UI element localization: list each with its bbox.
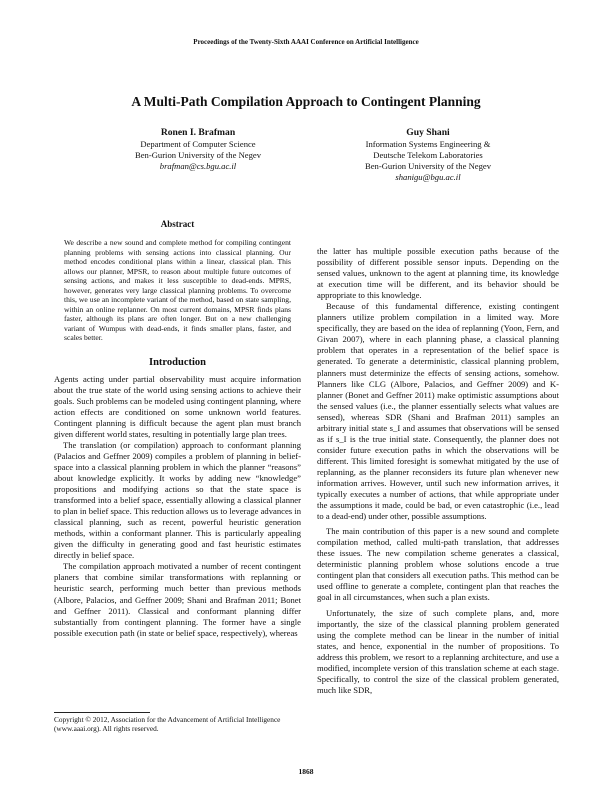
author-block-1 bbox=[86, 127, 310, 172]
section-heading-introduction: Introduction bbox=[149, 356, 206, 368]
paragraph: the latter has multiple possible execution paths because of the possibility of different possible sensor inputs. Depending on the sensed values, unknown to the agent at planning time, its knowledge at execution time will be different, and its behavior should be appropriate to this knowledge. bbox=[317, 246, 559, 301]
author-email: shanigu@bgu.ac.il bbox=[395, 172, 461, 182]
author-affiliation: Department of Computer Science bbox=[140, 139, 256, 149]
proceedings-header: Proceedings of the Twenty-Sixth AAAI Conference on Artificial Intelligence bbox=[193, 38, 419, 46]
abstract-text: We describe a new sound and complete method for compiling contingent planning problems with sensing actions into classical planning. Our method encodes conditional plans within a linear, classical plan. This allows our planner, MPSR, to reason about multiple future outcomes of sensing actions, and makes it less susceptible to dead-ends. MPRS, however, generates very large classical planning problems. To overcome this, we use an incomplete variant of the method, based on state sampling, within an online replanner. On most current domains, MPSR finds plans faster, although its plans are often longer. But on a new challenging variant of Wumpus with dead-ends, it finds smaller plans, faster, and scales better. bbox=[64, 238, 291, 343]
paragraph: The compilation approach motivated a number of recent contingent planers that combine similar transformations with replanning or heuristic search, performing much better than previous methods (Albore, Palacios, and Geffner 2009; Shani and Brafman 2011; Bonet and Geffner 2011). Classical and conformant planning differ substantially from contingent planning. The former have a single possible execution path (in state or belief space, respectively), whereas bbox=[54, 561, 301, 638]
paragraph: Unfortunately, the size of such complete plans, and, more importantly, the size of the classical planning problem generated using the complete method can be linear in the number of initial states, and hence, exponential in the number of propositions. To address this problem, we resort to a replanning architecture, and use a modified, incomplete version of this translation scheme at each stage. Specifically, to control the size of the classical problem generated, much like SDR, bbox=[317, 607, 559, 695]
author-affiliation: Ben-Gurion University of the Negev bbox=[364, 161, 491, 171]
paragraph: The translation (or compilation) approach to conformant planning (Palacios and Geffner 2009) compiles a problem of planning in belief-space into a classical planning problem in which the planner “reasons” about knowledge explicitly. It works by adding new “knowledge” propositions and modifying actions so that the state space is transformed into a belief space, essentially allowing a classical planner to plan in belief space. This reduction allows us to leverage advances in classical planning, such as recent, powerful heuristic generation methods, within a conformant planner. This is particularly appealing given the difficulty in generating good and fast heuristic estimates directly in belief space. bbox=[54, 439, 301, 561]
paragraph: Because of this fundamental difference, existing contingent planners utilize problem compilation in a limited way. More specifically, they are based on the idea of replanning (Yoon, Fern, and Givan 2007), where in each planning phase, a classical planning problem that operates in a representation of the belief space is generated. To generate a deterministic, classical planning problem, planners must determinize the effects of sensing actions, somehow. Planners like CLG (Albore, Palacios, and Geffner 2009) and K-planner (Bonet and Geffner 2011) make optimistic assumptions about the sensed values (i.e., the planner essentially selects what values are sensed), whereas SDR (Shani and Brafman 2011) samples an arbitrary initial state s_I and assumes that observations will be sensed as if s_I is the true initial state. Consequently, the planner does not consider future execution paths in which the observations will be different. This limited foresight is somewhat mitigated by the use of replanning, as the planner reconsiders its future plan whenever new information arrives. However, until such new information arrives, it typically executes a number of actions, that while appropriate under the assumptions it made, could be bad, or even catastrophic (i.e., lead to a dead-end) under other, possible assumptions. bbox=[317, 301, 559, 522]
paragraph: Agents acting under partial observability must acquire information about the true state of the world using sensing actions to achieve their goals. Such problems can be modeled using contingent planning, where action effects are conditioned on some unknown world features. Contingent planning is difficult because the agent plan must branch given different world states, resulting in potentially large plan trees. bbox=[54, 373, 301, 439]
author-block-2 bbox=[312, 127, 544, 183]
left-column bbox=[54, 219, 301, 639]
right-column bbox=[317, 246, 559, 696]
paragraph: The main contribution of this paper is a new sound and complete compilation method, called multi-path translation, that addresses these issues. The new compilation scheme generates a classical, deterministic planning problem whose solutions encode a true contingent plan that considers all execution paths. This method can be used offline to generate a complete, contingent plan that reaches the goal in all circumstances, when such a plan exists. bbox=[317, 526, 559, 603]
copyright-footnote: Copyright © 2012, Association for the Advancement of Artificial Intelligence (www.aaai.org). All rights reserved. bbox=[54, 715, 281, 734]
author-affiliation: Deutsche Telekom Laboratories bbox=[373, 150, 483, 160]
author-email: brafman@cs.bgu.ac.il bbox=[159, 161, 237, 171]
page-number: 1868 bbox=[298, 767, 314, 776]
author-name: Guy Shani bbox=[406, 127, 450, 138]
author-affiliation: Ben-Gurion University of the Negev bbox=[134, 150, 261, 160]
paper-title: A Multi-Path Compilation Approach to Contingent Planning bbox=[131, 94, 481, 109]
author-affiliation: Information Systems Engineering & bbox=[365, 139, 491, 149]
abstract-heading: Abstract bbox=[160, 219, 195, 229]
footnote-rule bbox=[54, 712, 150, 713]
author-name: Ronen I. Brafman bbox=[160, 127, 236, 138]
